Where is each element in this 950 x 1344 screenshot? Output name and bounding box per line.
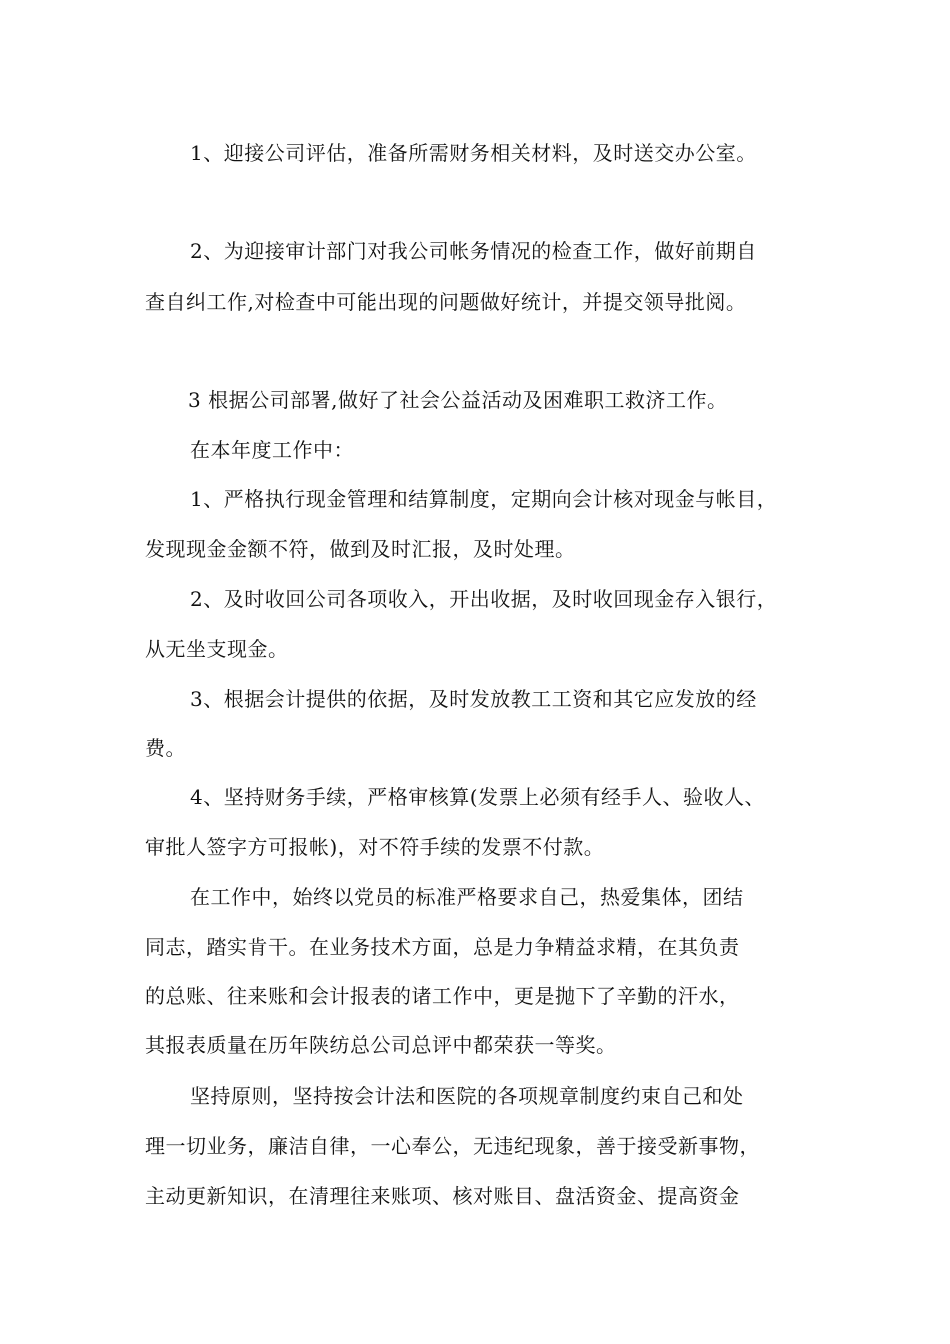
- paragraph-10-line-1: 坚持原则，坚持按会计法和医院的各项规章制度约束自己和处: [190, 1084, 744, 1108]
- paragraph-7-line-2: 费。: [145, 736, 186, 760]
- paragraph-9-line-4: 其报表质量在历年陕纺总公司总评中都荣获一等奖。: [145, 1033, 617, 1057]
- paragraph-9-line-1: 在工作中，始终以党员的标准严格要求自己，热爱集体，团结: [190, 885, 744, 909]
- paragraph-9-line-3: 的总账、往来账和会计报表的诸工作中，更是抛下了辛勤的汗水，: [145, 984, 740, 1008]
- paragraph-6-line-1: 2、及时收回公司各项收入，开出收据，及时收回现金存入银行，: [190, 587, 778, 611]
- paragraph-3-line-1: 3 根据公司部署,做好了社会公益活动及困难职工救济工作。: [188, 388, 728, 412]
- paragraph-9-line-2: 同志，踏实肯干。在业务技术方面，总是力争精益求精，在其负责: [145, 935, 740, 959]
- paragraph-10-line-2: 理一切业务，廉洁自律，一心奉公，无违纪现象，善于接受新事物，: [145, 1134, 760, 1158]
- paragraph-6-line-2: 从无坐支现金。: [145, 637, 289, 661]
- paragraph-4-line-1: 在本年度工作中：: [190, 438, 354, 462]
- paragraph-7-line-1: 3、根据会计提供的依据，及时发放教工工资和其它应发放的经: [190, 687, 757, 711]
- paragraph-2-line-1: 2、为迎接审计部门对我公司帐务情况的检查工作，做好前期自: [190, 239, 757, 263]
- paragraph-5-line-1: 1、严格执行现金管理和结算制度，定期向会计核对现金与帐目，: [190, 487, 778, 511]
- paragraph-5-line-2: 发现现金金额不符，做到及时汇报，及时处理。: [145, 537, 576, 561]
- paragraph-8-line-1: 4、坚持财务手续，严格审核算(发票上必须有经手人、验收人、: [190, 785, 766, 809]
- paragraph-8-line-2: 审批人签字方可报帐)，对不符手续的发票不付款。: [145, 835, 605, 859]
- paragraph-1-line-1: 1、迎接公司评估，准备所需财务相关材料，及时送交办公室。: [190, 141, 757, 165]
- paragraph-2-line-2: 查自纠工作,对检查中可能出现的问题做好统计，并提交领导批阅。: [145, 290, 747, 314]
- paragraph-10-line-3: 主动更新知识，在清理往来账项、核对账目、盘活资金、提高资金: [145, 1184, 740, 1208]
